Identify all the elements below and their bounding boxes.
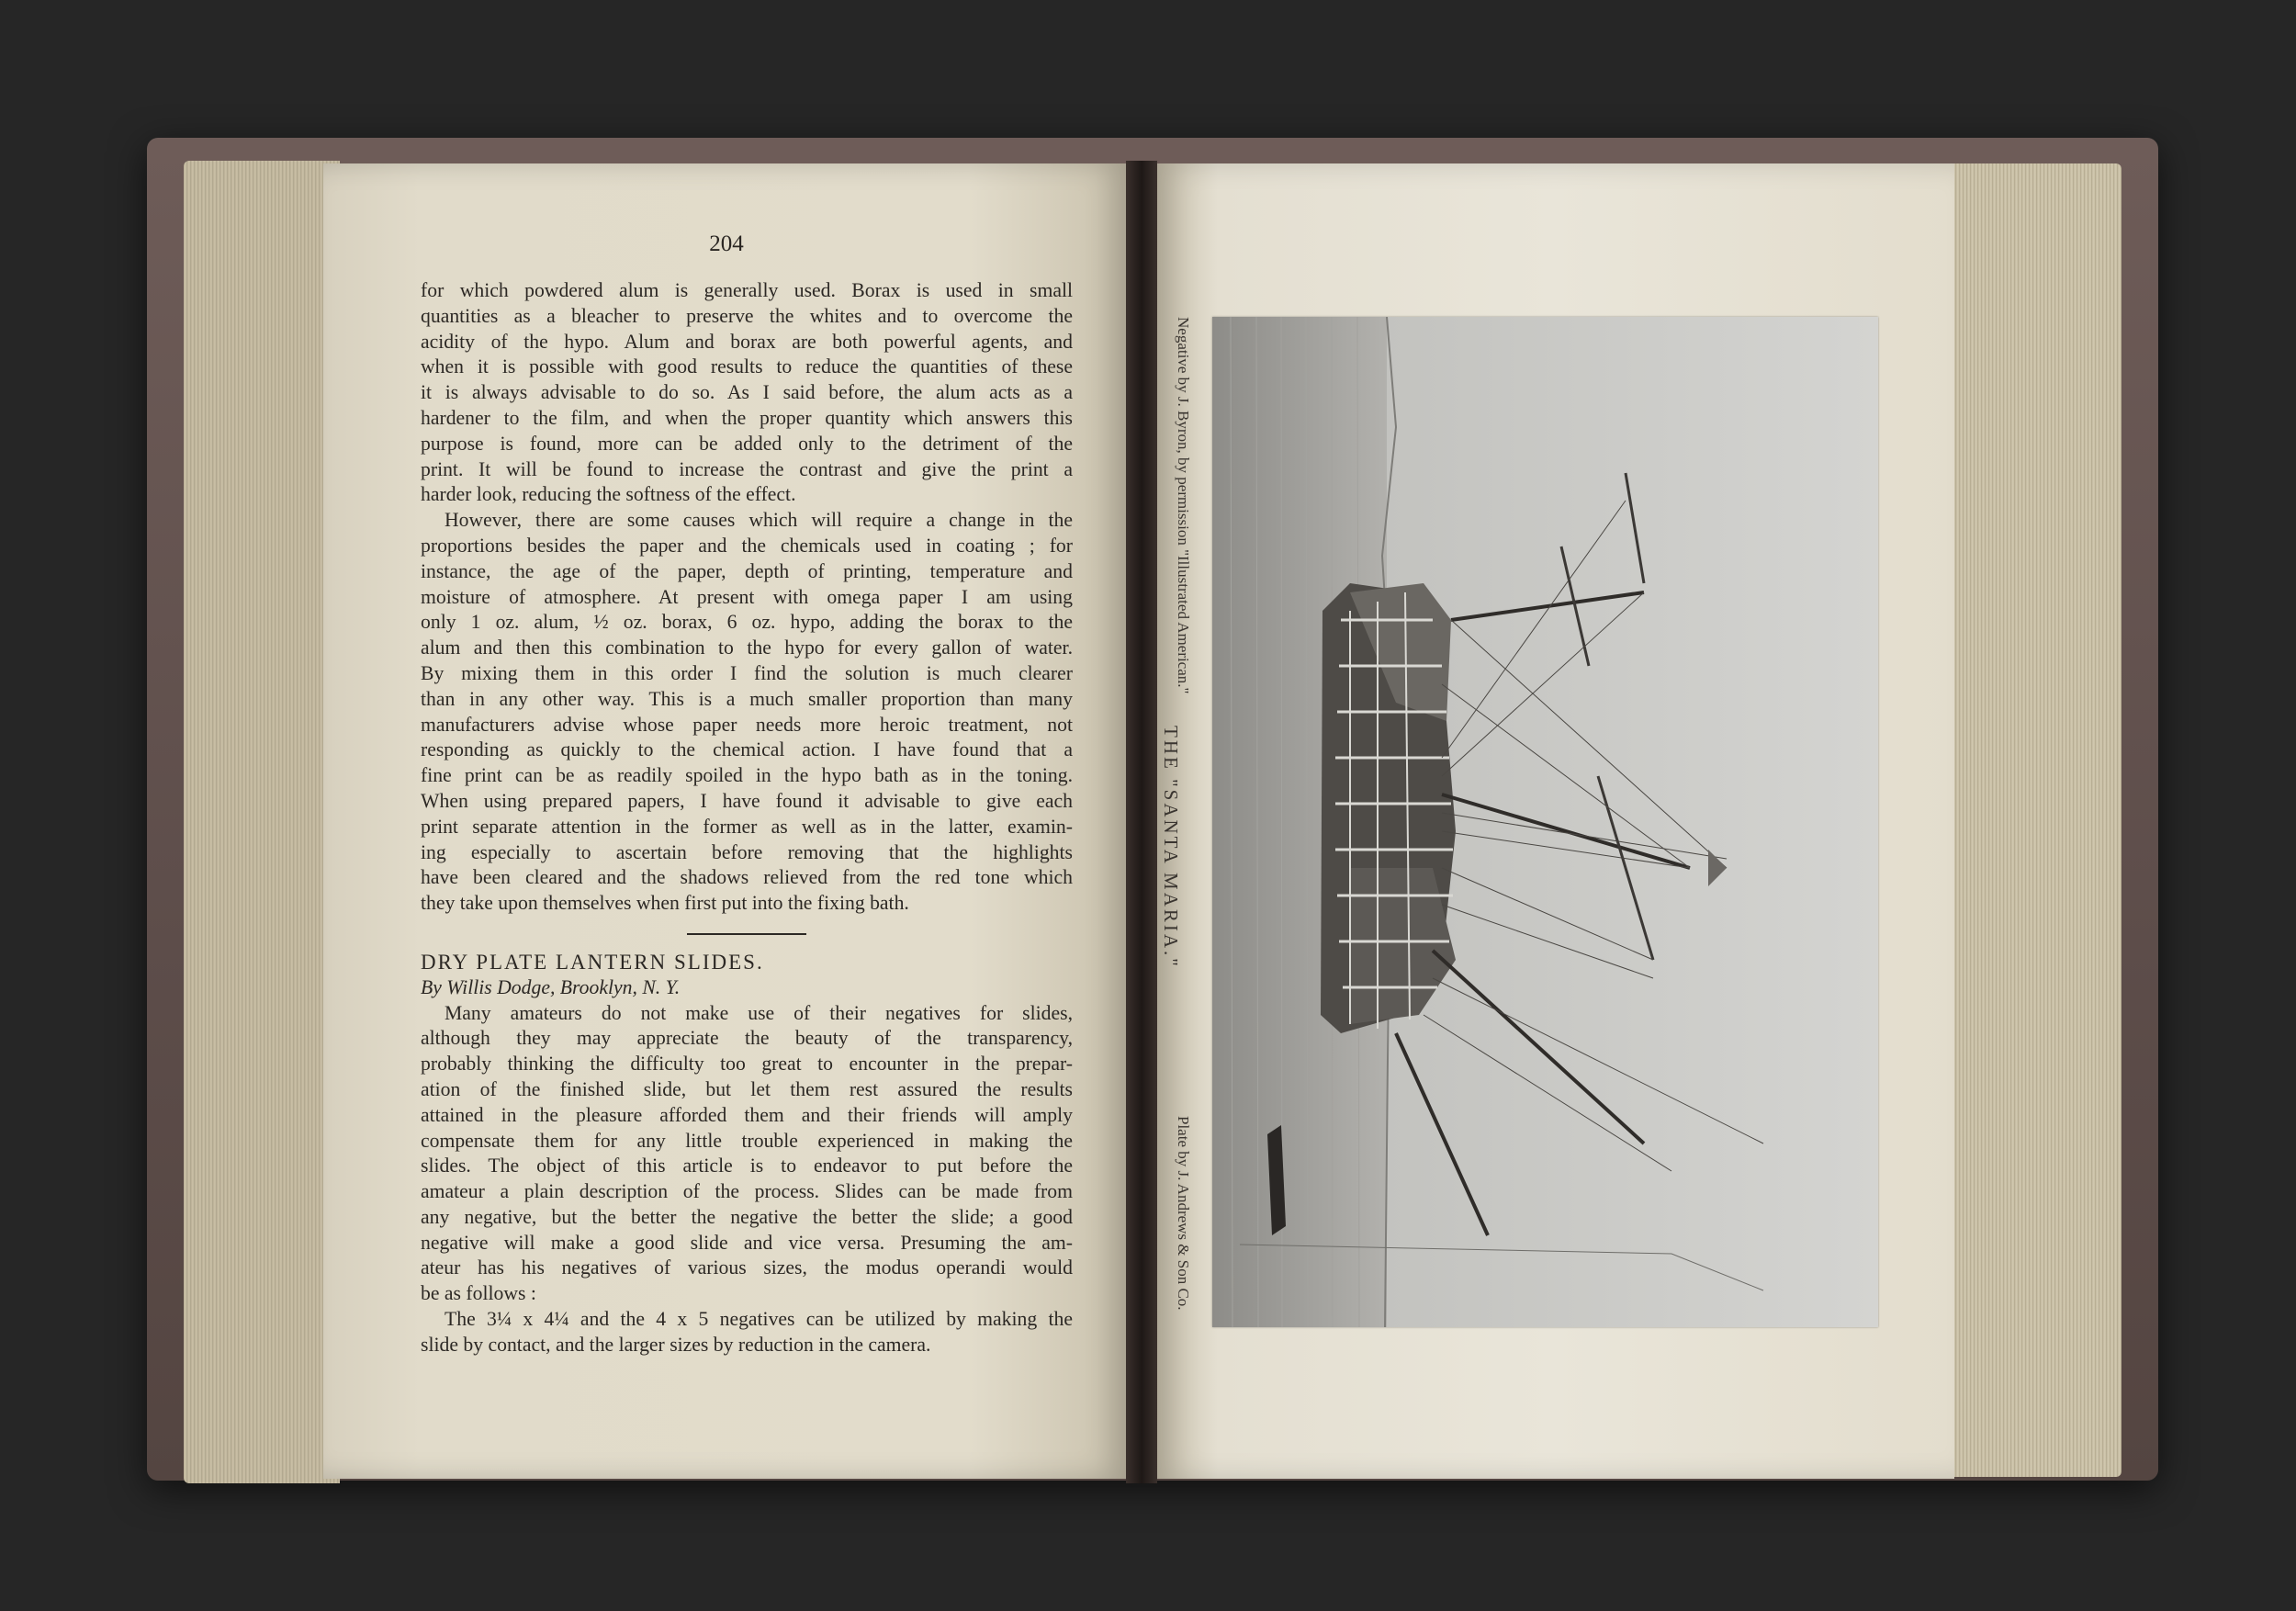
text-line: than in any other way. This is a much smaller proportion than many [421,687,1073,710]
article-title: DRY PLATE LANTERN SLIDES. [421,950,764,974]
text-line: By mixing them in this order I find the solution is much clearer [421,661,1073,684]
text-line: print. It will be found to increase the contrast and give the print a [421,457,1073,480]
text-line: fine print can be as readily spoiled in the hypo bath as in the toning. [421,764,1073,787]
text-line: print separate attention in the former as well as in the latter, examin- [421,815,1073,838]
text-line: when it is possible with good results to reduce the quantities of these [421,355,1073,378]
text-line: However, there are some causes which will require a change in the [445,509,1073,532]
page-edges-right [1938,163,2122,1477]
paragraph-4 [421,1307,1073,1358]
text-line: be as follows : [421,1282,536,1305]
paragraph-3 [421,1001,1073,1308]
book-gutter [1126,161,1157,1483]
text-line: ation of the finished slide, but let them rest assured the results [421,1077,1073,1100]
left-page-text [421,278,1073,1358]
text-line: acidity of the hypo. Alum and borax are both powerful agents, and [421,330,1073,353]
santa-maria-photo [1212,317,1878,1327]
text-line: moisture of atmosphere. At present with omega paper I am using [421,585,1073,608]
negative-credit: Negative by J. Byron, by permission "Illustrated American." [1175,317,1192,694]
text-line: Many amateurs do not make use of their negatives for slides, [445,1001,1073,1024]
text-line: purpose is found, more can be added only to the detriment of the [421,432,1073,455]
text-line: manufacturers advise whose paper needs more heroic treatment, not [421,713,1073,736]
text-line: When using prepared papers, I have found it advisable to give each [421,789,1073,812]
ship-illustration [1212,317,1878,1327]
text-line: proportions besides the paper and the chemicals used in coating ; for [421,534,1073,557]
text-line: attained in the pleasure afforded them and their friends will amply [421,1103,1073,1126]
text-line: any negative, but the better the negative the better the slide; a good [421,1205,1073,1228]
text-line: harder look, reducing the softness of the effect. [421,483,796,506]
text-line: for which powdered alum is generally used. Borax is used in small [421,279,1073,301]
page-edges-left [184,161,340,1483]
text-line: probably thinking the difficulty too great to encounter in the prepar- [421,1053,1073,1076]
text-line: hardener to the film, and when the proper quantity which answers this [421,406,1073,429]
plate-credit: Plate by J. Andrews & Son Co. [1175,1116,1192,1311]
text-line: The 3¼ x 4¼ and the 4 x 5 negatives can be utilized by making the [445,1308,1073,1331]
text-line: quantities as a bleacher to preserve the whites and to overcome the [421,304,1073,327]
section-divider [687,933,806,935]
paragraph-2 [421,508,1073,917]
text-line: it is always advisable to do so. As I said before, the alum acts as a [421,381,1073,404]
text-line: slide by contact, and the larger sizes by reduction in the camera. [421,1333,931,1356]
text-line: although they may appreciate the beauty of the transparency, [421,1027,1073,1050]
text-line: ing especially to ascertain before removing that the highlights [421,840,1073,863]
plate-title: THE "SANTA MARIA." [1160,726,1182,969]
text-line: alum and then this combination to the hypo for every gallon of water. [421,637,1073,659]
text-line: compensate them for any little trouble experienced in making the [421,1129,1073,1152]
text-line: ateur has his negatives of various sizes, the modus operandi would [421,1256,1073,1279]
text-line: amateur a plain description of the process. Slides can be made from [421,1180,1073,1203]
article-byline: By Willis Dodge, Brooklyn, N. Y. [421,975,681,998]
paragraph-1 [421,278,1073,508]
text-line: responding as quickly to the chemical action. I have found that a [421,738,1073,761]
page-number: 204 [709,231,744,256]
text-line: have been cleared and the shadows relieved from the red tone which [421,866,1073,889]
text-line: slides. The object of this article is to endeavor to put before the [421,1155,1073,1177]
text-line: they take upon themselves when first put into the fixing bath. [421,892,909,915]
text-line: instance, the age of the paper, depth of printing, temperature and [421,559,1073,582]
text-line: negative will make a good slide and vice versa. Presuming the am- [421,1231,1073,1254]
text-line: only 1 oz. alum, ½ oz. borax, 6 oz. hypo, adding the borax to the [421,611,1073,634]
